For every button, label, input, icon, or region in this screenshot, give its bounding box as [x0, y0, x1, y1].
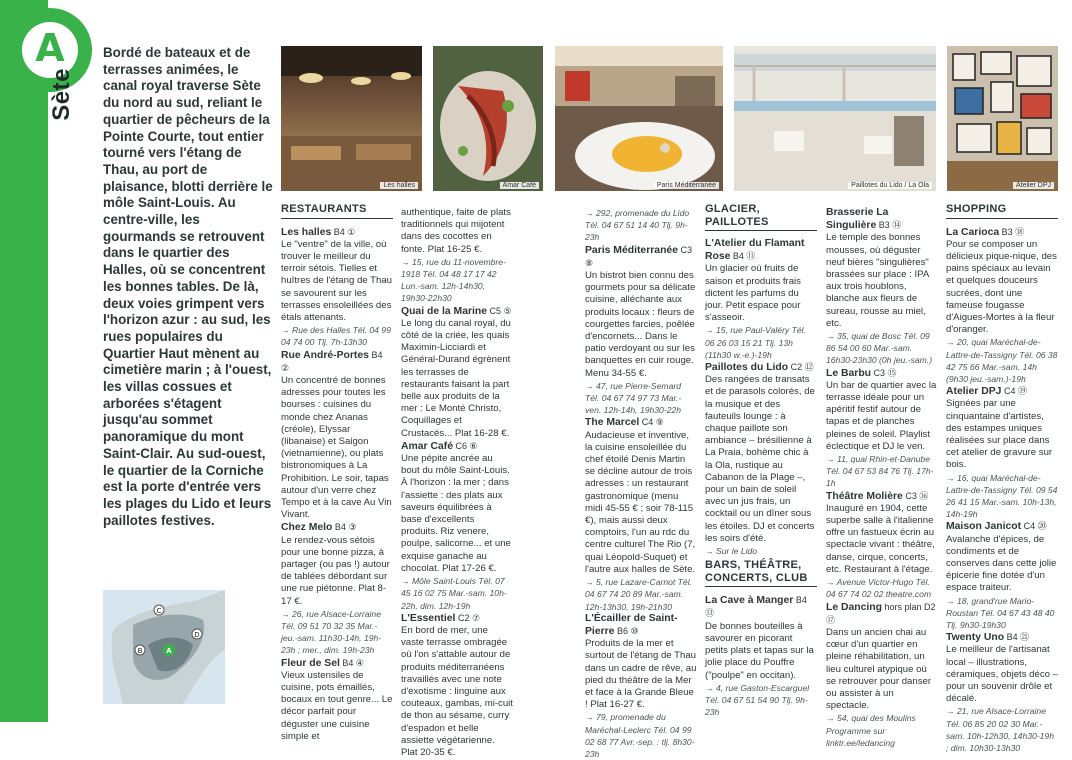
listing-info: → 15, rue du 11-novembre-1918 Tél. 04 48 17 17 42 Lun.-sam. 12h-14h30, 19h30-22h30: [401, 256, 506, 304]
listing-info: → 20, quai Maréchal-de-Lattre-de-Tassigny Tél. 06 38 42 75 66 Mar.-sam. 14h (9h30 jeu.-sam.)-19h: [946, 337, 1058, 384]
listing-text: Dans un ancien chai au cœur d'un quartier en pleine réhabilitation, un lieu culturel atypique où se retrouver pour danser ou assister à un spectacle.: [826, 626, 932, 712]
photo-paris-mediterranee-art: [555, 46, 723, 191]
listing-text: Le "ventre" de la ville, où trouver le meilleur du terroir sétois. Tielles et huîtres de l'étang de Thau se savourent sur les terrasses ensoleillées des étals attenants.: [281, 238, 392, 323]
city-title: Sète: [48, 68, 75, 121]
listing-name: Rue André-Portes: [281, 349, 369, 361]
section-heading-restaurants: RESTAURANTS: [281, 203, 393, 219]
listing-name: The Marcel: [585, 417, 640, 429]
listing-text: Vieux ustensiles de cuisine, pots émaillés, bocaux en tout genre... Le décor parfait pour déguster une cuisine simple et: [281, 669, 393, 742]
map-ref: hors plan D2 ⑰: [826, 601, 936, 625]
photo-amar-cafe-art: [433, 46, 543, 191]
listing-name: Le Dancing: [826, 601, 883, 613]
listing-name: Théâtre Molière: [826, 490, 903, 502]
listing-text: Le rendez-vous sétois pour une bonne pizza, à partager (ou pas !) autour de tablées débordant sur une rue piétonne. Plat 8-17 €.: [281, 534, 390, 607]
listing-name: L'Atelier du Flamant Rose: [705, 238, 805, 263]
listing-text: Un concentré de bonnes adresses pour toutes les bourses : cuisines du monde chez Ananas (créole), Elyssar (libanaise) et Saigon (vietnamienne), ou plats bistronomiques à La Prohibition. Le soir, tapas autour d'un verre chez Tempo et à la cave Au Vin Vivant.: [281, 374, 392, 521]
photo-paillotes-lido-art: [734, 46, 936, 191]
listing-name: Quai de la Marine: [401, 305, 488, 317]
photo-caption: Les halles: [380, 182, 418, 189]
listing-name: La Cave à Manger: [705, 595, 794, 607]
listing-les-halles: [281, 226, 393, 239]
photo-les-halles[interactable]: [281, 46, 422, 191]
listing-text: Produits de la mer et surtout de l'étang de Thau dans un cadre de rêve, au pied du théâtre de la Mer et face à la Grande Bleue ! Plat 16-27 €.: [585, 638, 697, 711]
map-ref: B4 ⑬: [705, 595, 807, 619]
map-drawing: [103, 590, 225, 704]
listing-name: La Carioca: [946, 226, 1000, 238]
column-restaurants-2: [401, 207, 513, 759]
map-ref: C6 ⑥: [452, 440, 478, 451]
intro-paragraph: Bordé de bateaux et de terrasses animées, le canal royal traverse Sète du nord au sud, reliant le quartier de pêcheurs de la Pointe Courte, tout entier tourné vers l'étang de Thau, au port de plaisance, blotti derrière le môle Saint-Louis. Au centre-ville, les gourmands se retrouvent dans le quartier des Halles, où se concentrent les bonnes tables. De là, deux voies grimpent vers l'horizon azur : au sud, les rues populaires du Quartier Haut mènent au cimetière marin ; à l'ouest, les villas cossues et arborées s'étagent jusqu'au sommet panoramique du mont Saint-Clair. Au sud-ouest, le quartier de la Corniche est la porte d'entrée vers les plages du Lido et leurs paillotes festives.: [103, 45, 273, 528]
chapter-letter: A: [35, 26, 65, 70]
photo-paillotes-lido[interactable]: [734, 46, 936, 191]
listing-info: → 35, quai de Bosc Tél. 09 86 54 00 60 Mar.-sam. 16h30-23h30 (0h jeu.-sam.): [826, 331, 933, 366]
column-restaurants-1: [281, 203, 393, 743]
map-ref: C5 ⑤: [487, 305, 512, 316]
area-map[interactable]: [103, 590, 225, 704]
listing-info: → 5, rue Lazare-Carnot Tél. 04 67 74 20 89 Mar.-sam. 12h-13h30, 19h-21h30: [585, 577, 692, 612]
column-restaurants-3: [585, 207, 697, 760]
photo-amar-cafe[interactable]: [433, 46, 543, 191]
listing-name: L'Écailler de Saint-Pierre: [585, 612, 678, 637]
listing-text: Le meilleur de l'artisanat local – illustrations, céramiques, objets déco – pour un souvenir drôle et décalé.: [946, 644, 1058, 705]
listing-info: → 47, rue Pierre-Semard Tél. 04 67 74 97 73 Mar.-ven. 12h-14h, 19h30-22h: [585, 380, 682, 416]
map-ref: B3 ⑭: [876, 220, 902, 231]
listing-text: Avalanche d'épices, de condiments et de conserves dans cette jolie épicerie fine dotée d'un espace traiteur.: [946, 533, 1057, 594]
map-ref: C3 ⑮: [871, 367, 897, 378]
map-label-d: D: [194, 631, 200, 639]
photo-caption: Amar Café: [500, 182, 539, 189]
listing-info: → 26, rue Alsace-Lorraine Tél. 09 51 70 32 35 Mar.-jeu.-sam. 11h30-14h, 19h-23h ; mer., dim. 19h-23h: [281, 608, 382, 656]
listing-text: Un glacier où fruits de saison et produits frais dictent les parfums du jour. Petit espace pour s'asseoir.: [705, 263, 801, 324]
listing-text: Audacieuse et inventive, la cuisine ensoleillée du chef étoilé Denis Martin se décline autour de trois adresses : un restaurant gastronomique (menu midi 45-55 € ; soir 78-115 €), mais aussi deux comptoirs, l'un au rdc du centre culturel The Rio (7, quai Léopold-Suquet) et l'autre aux halles de Sète.: [585, 429, 696, 575]
map-ref: C3 ⑯: [902, 490, 929, 501]
map-ref: B6 ⑩: [614, 625, 639, 636]
column-shopping: [946, 203, 1058, 754]
map-ref: C2 ⑦: [455, 612, 481, 623]
section-heading-glacier: GLACIER, PAILLOTES: [705, 203, 817, 231]
listing-text: Pour se composer un délicieux pique-nique, des pains spéciaux au levain et quelques douceurs sucrées, dont une fameuse fougasse d'Aigues-Mortes à la fleur d'oranger.: [946, 238, 1057, 336]
listing-text: Des rangées de transats et de parasols colorés, de la musique et des fauteuils lounge : à chaque paillote son ambiance – brésilienne à La Praia, bohème chic à la Ola, rustique au Cabanon de la Plage –, pour un bain de soleil avec un jus frais, un cocktail ou un dîner sous les étoiles. DJ et concerts les soirs d'été.: [705, 374, 815, 544]
listing-name: Paris Méditerranée: [585, 244, 678, 256]
listing-info: → 54, quai des Moulins Programme sur linktr.ee/ledancing: [826, 713, 916, 748]
listing-name: L'Essentiel: [401, 612, 456, 624]
map-ref: B4 ①: [331, 226, 356, 237]
map-ref: B3 ⑱: [999, 226, 1025, 237]
listing-info: → Môle Saint-Louis Tél. 07 45 16 02 75 Mar.-sam. 10h-22h, dim. 12h-19h: [401, 576, 507, 611]
map-ref: B4 ②: [281, 349, 383, 373]
map-ref: B4 ⑪: [730, 251, 756, 262]
listing-info: → 292, promenade du Lido Tél. 04 67 51 14 40 Tlj. 9h-23h: [585, 208, 690, 243]
listing-name: Le Barbu: [826, 367, 872, 379]
listing-info: → Sur le Lido: [705, 546, 758, 557]
map-ref: C2 ⑫: [788, 362, 814, 373]
listing-info: → 16, quai Maréchal-de-Lattre-de-Tassigny Tél. 09 54 26 41 15 Mar.-sam. 10h-13h, 14h-19h: [946, 472, 1058, 520]
listing-info: → 11, quai Rhin-et-Danube Tél. 04 67 53 84 76 Tlj. 17h-1h: [826, 454, 934, 489]
listing-text: Le long du canal royal, du côté de la criée, les quais Maximin-Licciardi et Général-Durand égrènent les terrasses de restaurants faisant la part belle aux produits de la mer : Le Monté Christo, Coquillages et Crustacés... Plat 16-28 €.: [401, 317, 511, 439]
photo-atelier-dpj[interactable]: [947, 46, 1058, 191]
map-label-b: B: [137, 647, 143, 655]
listing-text: De bonnes bouteilles à savourer en picorant petits plats et tapas sur la jolie place du Pouffre ("poulpe" en occitan).: [705, 620, 814, 681]
map-ref: C3 ⑧: [585, 244, 692, 268]
listing-text: Un bistrot bien connu des gourmets pour sa délicate cuisine, alléchante aux produits locaux : fleurs de courgettes farcies, poêlée d'encornets... Dans le patio verdoyant ou sur les banquettes en cuir rouge. Menu 34-55 €.: [585, 270, 696, 379]
map-label-a: A: [166, 647, 172, 655]
listing-name: Les halles: [281, 226, 332, 238]
map-ref: B4 ㉑: [1004, 632, 1030, 643]
listing-name: Atelier DPJ: [946, 386, 1002, 398]
section-heading-shopping: SHOPPING: [946, 203, 1058, 219]
listing-info: → 15, rue Paul-Valéry Tél. 06 26 03 15 21 Tlj. 13h (11h30 w.-e.)-19h: [705, 325, 806, 360]
photo-caption: Atelier DPJ: [1013, 182, 1054, 189]
listing-info: → 79, promenade du Maréchal-Leclerc Tél. 04 99 02 68 77 Avr.-sep. : tlj. 8h30-23h: [585, 712, 695, 759]
listing-name: Fleur de Sel: [281, 657, 340, 669]
listing-name: Maison Janicot: [946, 521, 1022, 533]
photo-atelier-dpj-art: [947, 46, 1058, 191]
column-glacier-bars: [705, 203, 817, 718]
listing-text: authentique, faite de plats traditionnels qui mijotent dans des cocottes en fonte. Plat 16-25 €.: [401, 207, 511, 255]
listing-text: Signées par une cinquantaine d'artistes, des estampes uniques réalisées sur place dans cet atelier de gravure sur bois.: [946, 398, 1053, 471]
section-heading-bars: BARS, THÉÂTRE, CONCERTS, CLUB: [705, 559, 817, 587]
column-bars-2: [826, 207, 938, 749]
listing-name: Brasserie La Singulière: [826, 207, 889, 232]
map-ref: C4 ⑨: [639, 417, 664, 428]
listing-text: Une pépite ancrée au bout du môle Saint-Louis. À l'horizon : la mer ; dans l'assiette : des plats aux saveurs équilibrées à base d'excellents produits. Riz venere, poulpe, salicorne... et une exquise ganache au chocolat. Plat 17-26 €.: [401, 453, 511, 574]
listing-name: Paillotes du Lido: [705, 362, 789, 374]
map-ref: C4 ⑲: [1001, 386, 1027, 397]
listing-name: Chez Melo: [281, 522, 333, 534]
photo-paris-mediterranee[interactable]: [555, 46, 723, 191]
map-ref: C4 ⑳: [1021, 521, 1047, 532]
listing-info: → 18, grand'rue Mario-Roustan Tél. 04 67 43 48 40 Tlj. 9h30-19h30: [946, 595, 1055, 630]
listing-info: → Avenue Victor-Hugo Tél. 04 67 74 02 02 theatre.com: [826, 577, 932, 600]
side-color-bar: [0, 0, 48, 722]
map-ref: B4 ④: [339, 657, 364, 668]
map-ref: B4 ③: [332, 522, 357, 533]
listing-text: En bord de mer, une vaste terrasse ombragée où l'on s'attable autour de produits méditerranéens travaillés avec une note d'exotisme : linguine aux couteaux, gambas, mi-cuit de thon au sésame, curry d'espadon et belle assiette végétarienne. Plat 20-35 €.: [401, 624, 513, 758]
map-label-c: C: [156, 607, 162, 615]
listing-text: Inauguré en 1904, cette superbe salle à l'italienne offre un fastueux écrin au spectacle vivant : théâtre, danse, cirque, concerts, etc. Restaurant à l'étage.: [826, 502, 935, 575]
photo-caption: Paillotes du Lido / La Ola: [848, 182, 932, 189]
listing-info: → Rue des Halles Tél. 04 99 04 74 00 Tlj. 7h-13h30: [281, 325, 391, 348]
photo-les-halles-art: [281, 46, 422, 191]
listing-info: → 21, rue Alsace-Lorraine Tél. 06 85 20 02 30 Mar.-sam. 10h-12h30, 14h30-19h ; dim. 10h30-13h30: [946, 706, 1054, 754]
listing-name: Amar Café: [401, 440, 453, 452]
listing-text: Un bar de quartier avec la terrasse idéale pour un apéritif festif autour de tapas et de planches pleines de soleil. Playlist éclectique et DJ le ven.: [826, 379, 937, 452]
listing-name: Twenty Uno: [946, 632, 1005, 644]
listing-info: → 4, rue Gaston-Escarguel Tél. 04 67 51 54 90 Tlj. 9h-23h: [705, 682, 810, 718]
listing-text: Le temple des bonnes mousses, où déguster neuf bières "singulières" brassées sur place : IPA aux trois houblons, blanche aux fleurs de sureau, rousse au miel, etc.: [826, 232, 929, 329]
photo-caption: Paris Méditerranée: [654, 182, 719, 189]
